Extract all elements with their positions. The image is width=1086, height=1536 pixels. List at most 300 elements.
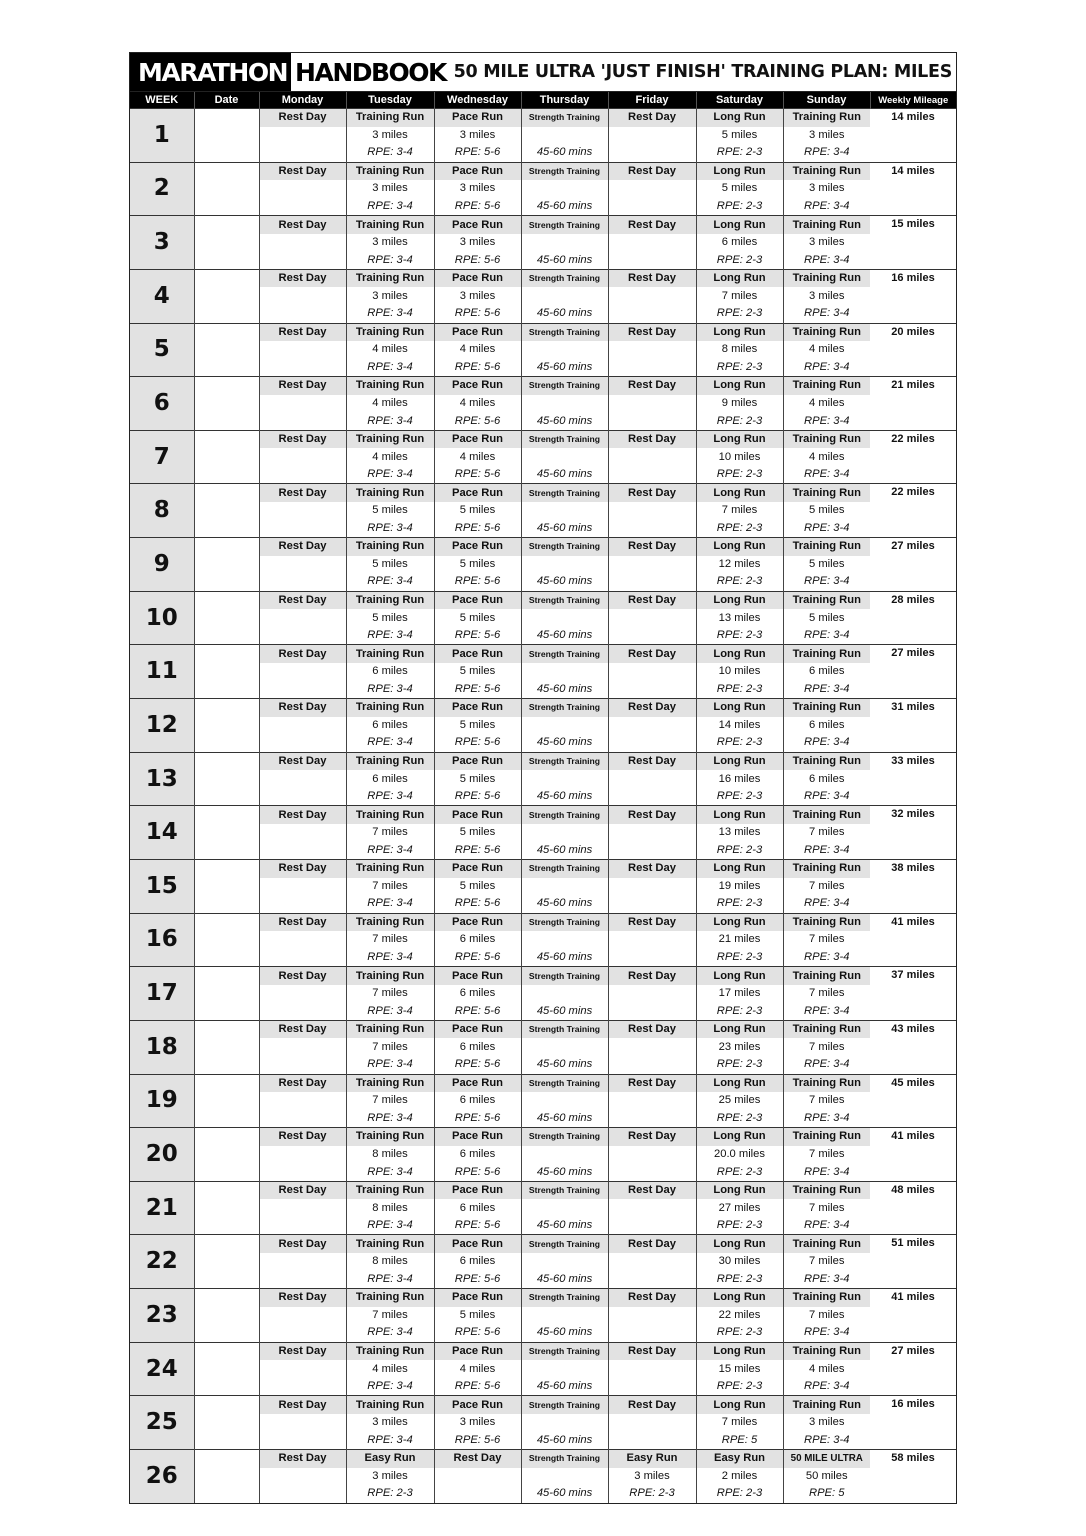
workout-effort: RPE: 2-3: [696, 520, 783, 538]
workout-distance: 3 miles: [608, 1468, 696, 1486]
week-row: [130, 913, 956, 931]
workout-distance: 14 miles: [696, 717, 783, 735]
workout-type: Pace Run: [434, 1074, 521, 1092]
workout-distance: 27 miles: [696, 1199, 783, 1217]
workout-effort: RPE: 2-3: [696, 412, 783, 430]
workout-distance: 3 miles: [783, 180, 870, 198]
workout-effort: [259, 949, 346, 967]
week-row: [130, 1235, 956, 1253]
workout-effort: [608, 144, 696, 162]
workout-effort: RPE: 3-4: [346, 788, 434, 806]
workout-effort: RPE: 2-3: [696, 305, 783, 323]
workout-effort: [259, 1110, 346, 1128]
workout-effort: [259, 251, 346, 269]
workout-effort: RPE: 2-3: [696, 573, 783, 591]
workout-type: Training Run: [346, 216, 434, 234]
weekly-mileage: 27 miles: [870, 645, 956, 699]
workout-distance: [259, 502, 346, 520]
workout-type: Rest Day: [259, 1235, 346, 1253]
workout-distance: 5 miles: [346, 556, 434, 574]
workout-distance: 2 miles: [696, 1468, 783, 1486]
week-number: 15: [130, 859, 194, 913]
workout-effort: 45-60 mins: [521, 251, 608, 269]
workout-effort: [259, 895, 346, 913]
workout-effort: [259, 1324, 346, 1342]
workout-effort: RPE: 2-3: [696, 1271, 783, 1289]
workout-distance: [521, 1360, 608, 1378]
workout-type: Rest Day: [608, 859, 696, 877]
date-cell[interactable]: [194, 484, 259, 538]
workout-distance: 7 miles: [696, 287, 783, 305]
workout-effort: RPE: 3-4: [346, 734, 434, 752]
workout-effort: RPE: 5-6: [434, 144, 521, 162]
workout-effort: RPE: 3-4: [783, 627, 870, 645]
workout-type: Training Run: [783, 1396, 870, 1414]
workout-effort: RPE: 3-4: [783, 198, 870, 216]
workout-type: Rest Day: [608, 967, 696, 985]
workout-distance: [521, 127, 608, 145]
workout-type: Strength Training: [521, 216, 608, 234]
workout-type: Strength Training: [521, 269, 608, 287]
workout-effort: RPE: 5-6: [434, 359, 521, 377]
workout-distance: [521, 770, 608, 788]
workout-type: Training Run: [783, 1074, 870, 1092]
workout-type: Strength Training: [521, 1289, 608, 1307]
workout-type: Long Run: [696, 430, 783, 448]
workout-type: Rest Day: [259, 806, 346, 824]
workout-type: Rest Day: [259, 645, 346, 663]
workout-distance: 3 miles: [346, 1468, 434, 1486]
date-cell[interactable]: [194, 1396, 259, 1450]
workout-distance: [608, 1146, 696, 1164]
workout-type: Training Run: [346, 484, 434, 502]
workout-type: Long Run: [696, 109, 783, 127]
workout-type: Long Run: [696, 1235, 783, 1253]
workout-distance: [608, 824, 696, 842]
workout-type: Training Run: [783, 806, 870, 824]
weekly-mileage: 14 miles: [870, 162, 956, 216]
workout-distance: 7 miles: [783, 1038, 870, 1056]
workout-type: Training Run: [783, 162, 870, 180]
workout-type: Strength Training: [521, 967, 608, 985]
workout-type: Long Run: [696, 1342, 783, 1360]
workout-effort: RPE: 3-4: [783, 1217, 870, 1235]
column-header: Date: [194, 92, 259, 109]
workout-type: Pace Run: [434, 1128, 521, 1146]
week-row: [130, 109, 956, 127]
workout-effort: [259, 198, 346, 216]
weekly-mileage: 32 miles: [870, 806, 956, 860]
date-cell[interactable]: [194, 752, 259, 806]
week-row: [130, 699, 956, 717]
workout-effort: RPE: 3-4: [346, 627, 434, 645]
workout-effort: RPE: 5-6: [434, 1378, 521, 1396]
workout-type: Strength Training: [521, 1235, 608, 1253]
workout-effort: RPE: 3-4: [346, 466, 434, 484]
workout-type: Training Run: [346, 1396, 434, 1414]
workout-effort: RPE: 2-3: [346, 1485, 434, 1503]
workout-effort: [608, 1378, 696, 1396]
workout-distance: 4 miles: [783, 448, 870, 466]
workout-distance: [521, 663, 608, 681]
workout-type: Strength Training: [521, 1181, 608, 1199]
workout-effort: [608, 788, 696, 806]
workout-type: Training Run: [783, 859, 870, 877]
workout-distance: [259, 341, 346, 359]
date-cell[interactable]: [194, 269, 259, 323]
workout-type: Training Run: [346, 269, 434, 287]
workout-distance: [259, 1146, 346, 1164]
date-cell[interactable]: [194, 859, 259, 913]
date-cell[interactable]: [194, 1289, 259, 1343]
workout-distance: 6 miles: [434, 1253, 521, 1271]
workout-type: Training Run: [346, 538, 434, 556]
workout-type: Training Run: [783, 323, 870, 341]
workout-effort: 45-60 mins: [521, 627, 608, 645]
workout-distance: 5 miles: [434, 770, 521, 788]
workout-effort: RPE: 3-4: [346, 681, 434, 699]
workout-effort: [259, 305, 346, 323]
week-row: [130, 430, 956, 448]
workout-effort: RPE: 3-4: [783, 1002, 870, 1020]
workout-distance: [608, 1307, 696, 1325]
weekly-mileage: 48 miles: [870, 1181, 956, 1235]
workout-type: Training Run: [346, 377, 434, 395]
workout-distance: 3 miles: [434, 234, 521, 252]
workout-type: Training Run: [346, 806, 434, 824]
workout-distance: [608, 127, 696, 145]
workout-type: Strength Training: [521, 538, 608, 556]
workout-type: Rest Day: [259, 484, 346, 502]
workout-distance: [608, 1253, 696, 1271]
workout-type: Rest Day: [608, 1342, 696, 1360]
workout-distance: [259, 287, 346, 305]
date-cell[interactable]: [194, 591, 259, 645]
workout-type: Pace Run: [434, 1289, 521, 1307]
workout-effort: RPE: 2-3: [696, 466, 783, 484]
workout-distance: [259, 717, 346, 735]
workout-type: Rest Day: [259, 1074, 346, 1092]
workout-effort: 45-60 mins: [521, 305, 608, 323]
workout-distance: [521, 824, 608, 842]
workout-type: Pace Run: [434, 1020, 521, 1038]
workout-effort: RPE: 5-6: [434, 1056, 521, 1074]
workout-type: Strength Training: [521, 430, 608, 448]
workout-type: Training Run: [783, 1181, 870, 1199]
workout-distance: [608, 985, 696, 1003]
workout-effort: RPE: 3-4: [783, 1431, 870, 1449]
workout-type: Rest Day: [259, 538, 346, 556]
workout-type: Strength Training: [521, 484, 608, 502]
workout-type: Training Run: [346, 913, 434, 931]
workout-type: Strength Training: [521, 806, 608, 824]
workout-distance: 7 miles: [346, 878, 434, 896]
weekly-mileage: 51 miles: [870, 1235, 956, 1289]
workout-effort: RPE: 3-4: [783, 466, 870, 484]
week-number: 5: [130, 323, 194, 377]
week-number: 10: [130, 591, 194, 645]
workout-effort: 45-60 mins: [521, 1271, 608, 1289]
workout-distance: [521, 395, 608, 413]
week-number: 7: [130, 430, 194, 484]
date-cell[interactable]: [194, 967, 259, 1021]
workout-type: Rest Day: [608, 109, 696, 127]
workout-distance: [608, 717, 696, 735]
week-row: [130, 591, 956, 609]
workout-effort: [259, 1056, 346, 1074]
workout-type: Long Run: [696, 591, 783, 609]
workout-effort: RPE: 2-3: [696, 788, 783, 806]
workout-type: Training Run: [783, 591, 870, 609]
workout-effort: RPE: 5-6: [434, 1002, 521, 1020]
workout-distance: [608, 931, 696, 949]
date-cell[interactable]: [194, 1074, 259, 1128]
workout-effort: RPE: 3-4: [783, 681, 870, 699]
date-cell[interactable]: [194, 1128, 259, 1182]
workout-type: Long Run: [696, 323, 783, 341]
workout-effort: RPE: 5-6: [434, 788, 521, 806]
workout-effort: 45-60 mins: [521, 1378, 608, 1396]
column-header: Weekly Mileage: [870, 92, 956, 109]
workout-effort: [259, 359, 346, 377]
workout-effort: RPE: 2-3: [696, 144, 783, 162]
workout-type: Training Run: [783, 645, 870, 663]
workout-distance: 4 miles: [346, 448, 434, 466]
workout-type: Training Run: [346, 323, 434, 341]
workout-type: Long Run: [696, 1020, 783, 1038]
date-cell[interactable]: [194, 162, 259, 216]
workout-distance: [259, 127, 346, 145]
workout-effort: [608, 1002, 696, 1020]
workout-type: Strength Training: [521, 109, 608, 127]
workout-effort: 45-60 mins: [521, 520, 608, 538]
workout-distance: 6 miles: [434, 1199, 521, 1217]
date-cell[interactable]: [194, 323, 259, 377]
date-cell[interactable]: [194, 913, 259, 967]
workout-type: Training Run: [783, 752, 870, 770]
workout-effort: RPE: 5-6: [434, 198, 521, 216]
weekly-mileage: 22 miles: [870, 430, 956, 484]
workout-type: Long Run: [696, 269, 783, 287]
workout-type: Long Run: [696, 1181, 783, 1199]
date-cell[interactable]: [194, 377, 259, 431]
workout-distance: 5 miles: [434, 609, 521, 627]
workout-type: Rest Day: [608, 1396, 696, 1414]
workout-distance: 4 miles: [783, 1360, 870, 1378]
weekly-mileage: 37 miles: [870, 967, 956, 1021]
logo-marathon: MARATHON: [130, 53, 291, 91]
workout-distance: 7 miles: [783, 1307, 870, 1325]
weekly-mileage: 16 miles: [870, 269, 956, 323]
date-cell[interactable]: [194, 109, 259, 163]
week-number: 17: [130, 967, 194, 1021]
workout-effort: RPE: 2-3: [696, 359, 783, 377]
workout-type: Training Run: [783, 1128, 870, 1146]
date-cell[interactable]: [194, 430, 259, 484]
workout-effort: RPE: 2-3: [696, 627, 783, 645]
workout-effort: [608, 949, 696, 967]
workout-type: Training Run: [346, 859, 434, 877]
workout-distance: [608, 770, 696, 788]
workout-effort: [259, 573, 346, 591]
date-cell[interactable]: [194, 1342, 259, 1396]
workout-distance: 21 miles: [696, 931, 783, 949]
workout-type: Long Run: [696, 699, 783, 717]
workout-distance: 12 miles: [696, 556, 783, 574]
workout-effort: [259, 1271, 346, 1289]
date-cell[interactable]: [194, 699, 259, 753]
workout-effort: RPE: 2-3: [696, 734, 783, 752]
workout-distance: 5 miles: [783, 556, 870, 574]
workout-distance: 3 miles: [346, 127, 434, 145]
workout-effort: RPE: 3-4: [346, 1271, 434, 1289]
week-row: [130, 484, 956, 502]
weekly-mileage: 41 miles: [870, 1289, 956, 1343]
workout-type: Long Run: [696, 1128, 783, 1146]
workout-distance: [259, 1092, 346, 1110]
workout-type: Rest Day: [608, 377, 696, 395]
column-header: Friday: [608, 92, 696, 109]
workout-effort: [608, 1217, 696, 1235]
workout-distance: [259, 234, 346, 252]
workout-distance: 4 miles: [346, 341, 434, 359]
workout-effort: [259, 1485, 346, 1503]
workout-effort: RPE: 3-4: [346, 412, 434, 430]
workout-distance: [521, 180, 608, 198]
date-cell[interactable]: [194, 806, 259, 860]
workout-type: Pace Run: [434, 162, 521, 180]
workout-type: Rest Day: [259, 1128, 346, 1146]
workout-type: Training Run: [346, 1235, 434, 1253]
workout-distance: [608, 341, 696, 359]
workout-type: Pace Run: [434, 538, 521, 556]
workout-type: Training Run: [783, 1020, 870, 1038]
workout-type: Long Run: [696, 752, 783, 770]
workout-effort: RPE: 3-4: [783, 1110, 870, 1128]
workout-distance: 7 miles: [783, 1253, 870, 1271]
date-cell[interactable]: [194, 1020, 259, 1074]
workout-type: Easy Run: [696, 1450, 783, 1468]
workout-type: Strength Training: [521, 699, 608, 717]
workout-effort: RPE: 3-4: [346, 949, 434, 967]
workout-effort: RPE: 5: [696, 1431, 783, 1449]
workout-type: Training Run: [783, 269, 870, 287]
workout-distance: 6 miles: [783, 770, 870, 788]
workout-distance: 10 miles: [696, 663, 783, 681]
workout-type: Long Run: [696, 162, 783, 180]
workout-distance: 6 miles: [346, 717, 434, 735]
workout-effort: RPE: 2-3: [696, 198, 783, 216]
workout-effort: RPE: 5-6: [434, 1110, 521, 1128]
workout-effort: 45-60 mins: [521, 895, 608, 913]
workout-type: Rest Day: [608, 1128, 696, 1146]
workout-type: Rest Day: [259, 859, 346, 877]
week-row: [130, 377, 956, 395]
workout-type: Strength Training: [521, 913, 608, 931]
workout-distance: [608, 287, 696, 305]
workout-distance: 7 miles: [783, 824, 870, 842]
week-row: [130, 1289, 956, 1307]
workout-type: Training Run: [783, 484, 870, 502]
workout-distance: 19 miles: [696, 878, 783, 896]
workout-effort: RPE: 3-4: [783, 1324, 870, 1342]
workout-type: Pace Run: [434, 323, 521, 341]
workout-distance: [259, 985, 346, 1003]
workout-effort: [434, 1485, 521, 1503]
workout-effort: [608, 198, 696, 216]
date-cell[interactable]: [194, 1235, 259, 1289]
workout-effort: RPE: 3-4: [783, 520, 870, 538]
workout-effort: [259, 734, 346, 752]
date-cell[interactable]: [194, 538, 259, 592]
workout-type: Rest Day: [259, 699, 346, 717]
workout-type: Long Run: [696, 484, 783, 502]
workout-effort: 45-60 mins: [521, 788, 608, 806]
workout-type: Rest Day: [608, 1289, 696, 1307]
workout-distance: [608, 556, 696, 574]
workout-type: Easy Run: [608, 1450, 696, 1468]
date-cell[interactable]: [194, 645, 259, 699]
workout-effort: [259, 627, 346, 645]
workout-type: Training Run: [783, 913, 870, 931]
date-cell[interactable]: [194, 1181, 259, 1235]
workout-effort: [608, 573, 696, 591]
weekly-mileage: 38 miles: [870, 859, 956, 913]
marathon-handbook-logo: [130, 53, 452, 91]
workout-type: Long Run: [696, 645, 783, 663]
workout-distance: [521, 1468, 608, 1486]
workout-distance: 5 miles: [434, 717, 521, 735]
workout-effort: RPE: 3-4: [346, 1324, 434, 1342]
workout-effort: RPE: 3-4: [783, 1056, 870, 1074]
workout-effort: RPE: 3-4: [346, 251, 434, 269]
workout-type: Rest Day: [608, 269, 696, 287]
workout-effort: 45-60 mins: [521, 412, 608, 430]
week-row: [130, 967, 956, 985]
workout-distance: [259, 931, 346, 949]
week-number: 9: [130, 538, 194, 592]
workout-effort: 45-60 mins: [521, 1324, 608, 1342]
weekly-mileage: 31 miles: [870, 699, 956, 753]
workout-effort: 45-60 mins: [521, 359, 608, 377]
week-row: [130, 859, 956, 877]
workout-effort: [608, 627, 696, 645]
workout-distance: 3 miles: [783, 287, 870, 305]
workout-distance: [259, 1038, 346, 1056]
date-cell[interactable]: [194, 1450, 259, 1503]
workout-effort: 45-60 mins: [521, 573, 608, 591]
workout-effort: RPE: 3-4: [346, 573, 434, 591]
weekly-mileage: 33 miles: [870, 752, 956, 806]
week-number: 25: [130, 1396, 194, 1450]
workout-effort: [608, 305, 696, 323]
workout-type: Rest Day: [259, 162, 346, 180]
workout-type: Training Run: [346, 591, 434, 609]
week-row: [130, 1396, 956, 1414]
workout-type: Strength Training: [521, 162, 608, 180]
workout-distance: 4 miles: [434, 1360, 521, 1378]
workout-type: Pace Run: [434, 859, 521, 877]
workout-type: Training Run: [783, 1235, 870, 1253]
weekly-mileage: 41 miles: [870, 913, 956, 967]
date-cell[interactable]: [194, 216, 259, 270]
workout-type: Training Run: [783, 1342, 870, 1360]
workout-distance: 7 miles: [783, 931, 870, 949]
workout-distance: 7 miles: [346, 1038, 434, 1056]
workout-distance: 3 miles: [783, 234, 870, 252]
workout-type: Pace Run: [434, 913, 521, 931]
workout-effort: [259, 788, 346, 806]
